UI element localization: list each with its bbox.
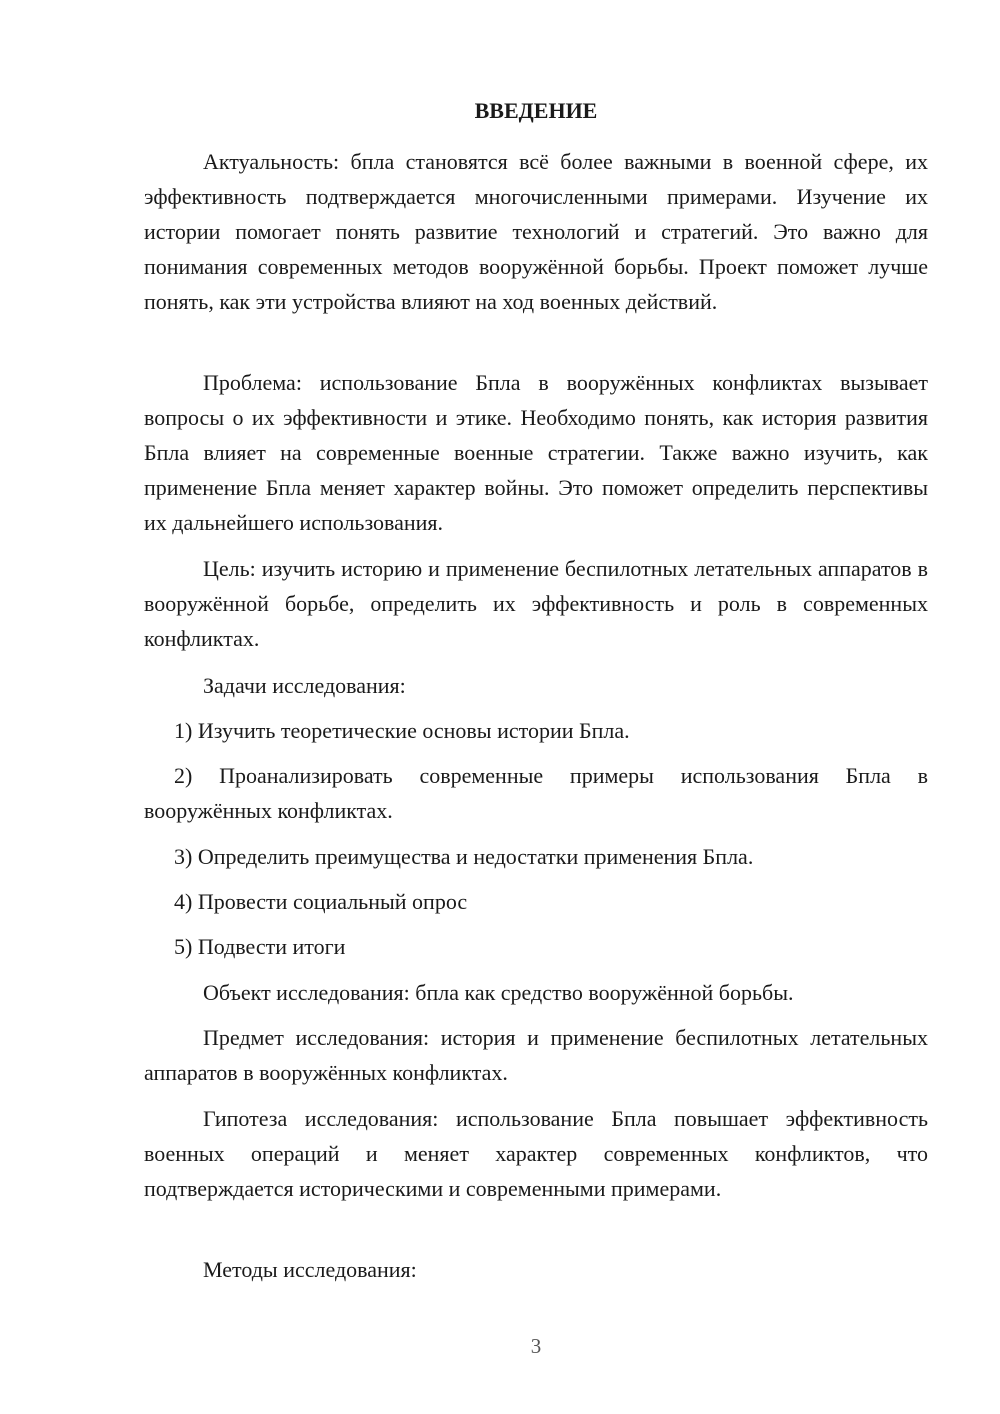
paragraph-hypothesis: Гипотеза исследования: использование Бпла повышает эффективность военных операций и меняет характер современных конфликтов, что подтверждается историческими и современными примерами. [144,1106,928,1201]
page-title: ВВЕДЕНИЕ [474,98,598,123]
paragraph-object: Объект исследования: бпла как средство вооружённой борьбы. [203,980,794,1005]
task-item-1: 1) Изучить теоретические основы истории Бпла. [174,718,630,743]
task-item-5: 5) Подвести итоги [174,934,346,959]
task-item-4: 4) Провести социальный опрос [174,889,468,914]
paragraph-problem: Проблема: использование Бпла в вооружённых конфликтах вызывает вопросы о их эффективности и этике. Необходимо понять, как история развития Бпла влияет на современные военные стратегии. Также важно изучить, как применение Бпла меняет характер войны. Это поможет определить перспективы их дальнейшего использования. [144,370,928,535]
tasks-heading: Задачи исследования: [203,673,406,698]
paragraph-goal: Цель: изучить историю и применение беспилотных летательных аппаратов в вооружённой борьбе, определить их эффективность и роль в современных конфликтах. [144,556,928,651]
paragraph-relevance: Актуальность: бпла становятся всё более важными в военной сфере, их эффективность подтверждается многочисленными примерами. Изучение их истории помогает понять развитие технологий и стратегий. Это важно для понимания современных методов вооружённой борьбы. Проект поможет лучше понять, как эти устройства влияют на ход военных действий. [144,149,928,314]
methods-heading: Методы исследования: [203,1257,417,1282]
page-number: 3 [530,1334,542,1358]
task-item-2: 2) Проанализировать современные примеры использования Бпла в вооружённых конфликтах. [144,763,928,823]
paragraph-subject: Предмет исследования: история и применение беспилотных летательных аппаратов в вооружённых конфликтах. [144,1025,928,1085]
task-item-3: 3) Определить преимущества и недостатки применения Бпла. [174,844,754,869]
